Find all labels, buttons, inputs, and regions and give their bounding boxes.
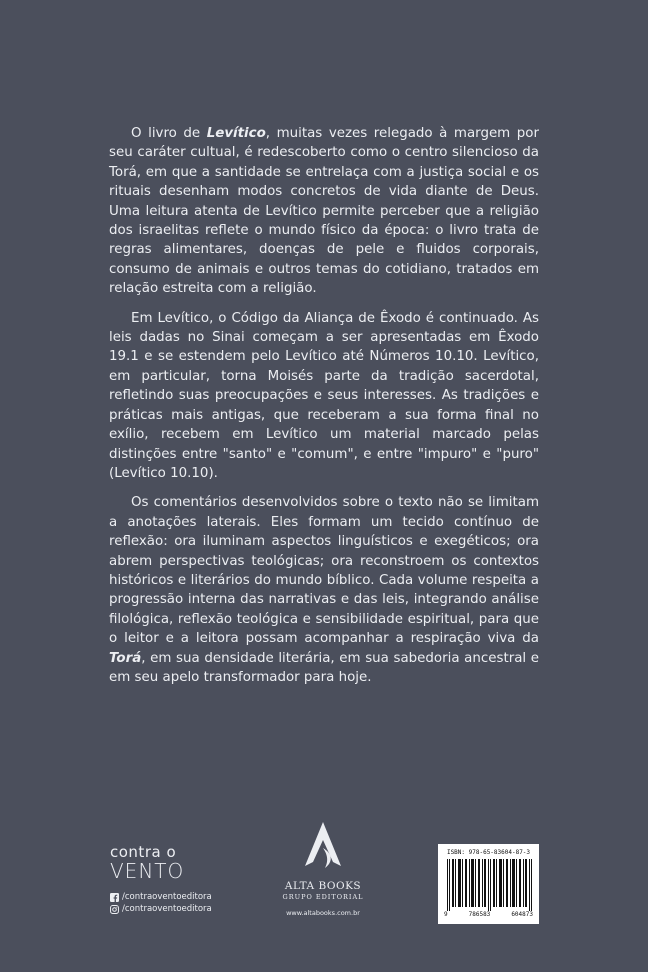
barcode-digit-group-2: 604873 bbox=[511, 911, 533, 918]
facebook-icon bbox=[110, 893, 119, 902]
facebook-handle[interactable]: /contraoventoeditora bbox=[122, 892, 212, 902]
paragraph-2-text: Em Levítico, o Código da Aliança de Êxodo é continuado. As leis dadas no Sinai começam a ser apresentadas em Êxodo 19.1 e se estendem pelo Levítico até Números 10.10. Levítico, em particular, torna Moisés parte da tradição sacerdotal, refletindo suas preocupações e seus interesses. As tradições e práticas mais antigas, que receberam a sua forma final no exílio, recebem em Levítico um material marcado pelas distinções entre "santo" e "comum", e entre "impuro" e "puro" (Levítico 10.10). bbox=[109, 310, 539, 481]
facebook-row bbox=[110, 891, 220, 903]
isbn-barcode bbox=[438, 844, 539, 924]
instagram-handle[interactable]: /contraoventoeditora bbox=[122, 904, 212, 914]
paragraph-2 bbox=[109, 309, 539, 484]
alta-books-name: ALTA BOOKS bbox=[284, 880, 362, 892]
barcode-digit-first: 9 bbox=[444, 911, 448, 918]
paragraph-3-rest: , em sua densidade literária, em sua sabedoria ancestral e em seu apelo transformador para hoje. bbox=[109, 650, 539, 685]
instagram-icon bbox=[110, 905, 119, 914]
paragraph-3 bbox=[109, 493, 539, 687]
book-title-emphasis: Levítico bbox=[206, 126, 266, 141]
back-cover-text bbox=[109, 124, 539, 697]
logo-line-1: contra o bbox=[110, 843, 177, 861]
paragraph-3-start: Os comentários desenvolvidos sobre o texto não se limitam a anotações laterais. Eles formam um tecido contínuo de reflexão: ora iluminam aspectos linguísticos e exegéticos; ora abrem perspectivas teológicas; ora reconstroem os contextos históricos e literários do mundo bíblico. Cada volume respeita a progressão interna das narrativas e das leis, integrando análise filológica, reflexão teológica e sensibilidade espiritual, para que o leitor e a leitora possam acompanhar a respiração viva da bbox=[109, 495, 539, 647]
isbn-number: ISBN: 978-65-83604-87-3 bbox=[446, 849, 531, 856]
paragraph-1-start: O livro de bbox=[131, 126, 207, 141]
contra-o-vento-logo bbox=[110, 844, 220, 915]
paragraph-1 bbox=[109, 124, 539, 299]
alta-books-logo bbox=[275, 822, 371, 917]
logo-line-2: VENTO bbox=[110, 859, 185, 883]
alta-books-url[interactable]: www.altabooks.com.br bbox=[286, 909, 360, 917]
barcode-digits bbox=[438, 911, 539, 918]
alta-books-emblem-icon bbox=[303, 822, 343, 872]
barcode-digit-group-1: 786583 bbox=[468, 911, 491, 918]
instagram-row bbox=[110, 903, 220, 915]
tora-emphasis: Torá bbox=[109, 650, 142, 666]
alta-books-subtitle: GRUPO EDITORIAL bbox=[282, 893, 364, 901]
social-links bbox=[110, 891, 220, 915]
barcode-bars bbox=[445, 859, 533, 911]
paragraph-1-rest: , muitas vezes relegado à margem por seu caráter cultual, é redescoberto como o centro silencioso da Torá, em que a santidade se entrelaça com a justiça social e os rituais desenham modos concretos de vida diante de Deus. Uma leitura atenta de Levítico permite perceber que a religião dos israelitas reflete o mundo físico da época: o livro trata de regras alimentares, doenças de pele e fluidos corporais, consumo de animais e outros temas do cotidiano, tratados em relação estreita com a religião. bbox=[109, 126, 539, 297]
